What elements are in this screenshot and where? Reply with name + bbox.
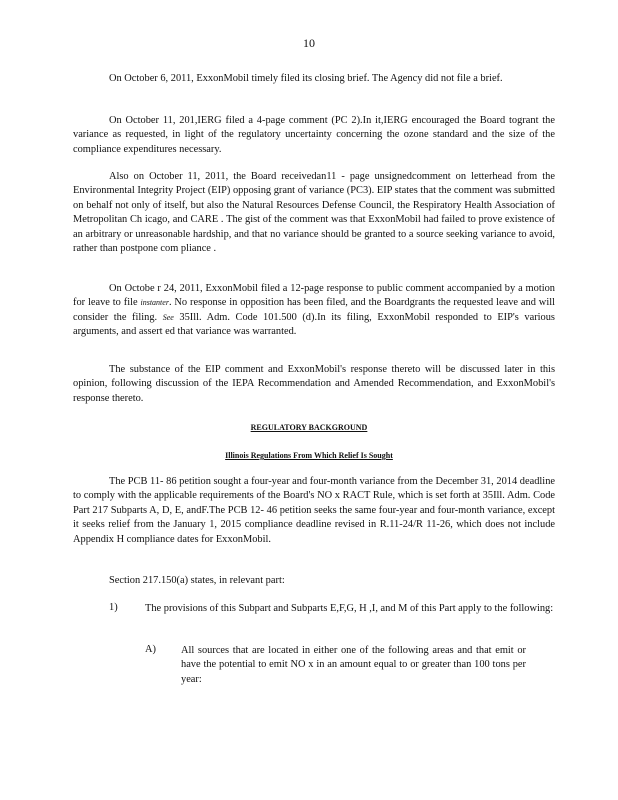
page-number: 10 [303, 36, 315, 50]
paragraph-substance: The substance of the EIP comment and ExxonMobil's response thereto will be discussed later in this opinion, following discussion of the IEPA Recommendation and Amended Recommendation, and ExxonMobil's response thereto. [73, 364, 555, 404]
list-item-1-text: The provisions of this Subpart and Subparts E,F,G, H ,I, and M of this Part apply to the following: [145, 603, 554, 614]
paragraph-pcb-petition: The PCB 11- 86 petition sought a four-year and four-month variance from the December 31, 2014 deadline to comply with the applicable requirements of the Board's NO x RACT Rule, which is set forth at 35Ill. Adm. Code Part 217 Subparts A, D, E, andF.The PCB 12- 46 petition seeks the same four-year and four-month variance, except it seeks relief from the January 1, 2015 compliance deadline revised in R.11-24/R 11-26, which does not include Appendix H compliance dates for ExxonMobil. [73, 476, 555, 545]
section-intro: Section 217.150(a) states, in relevant part: [109, 575, 285, 586]
list-marker-a: A) [145, 644, 156, 655]
response-text-a: On Octobe r 24, 2011, ExxonMobil filed a 12-page response to public comment accompanied by a motion for leave to file [73, 283, 555, 309]
list-marker-1: 1) [109, 602, 118, 613]
instanter-italic: instanter [140, 298, 169, 308]
paragraph-exxon-response [73, 282, 555, 340]
heading-illinois-regulations: Illinois Regulations From Which Relief Is Sought [225, 451, 393, 460]
see-italic: See [162, 312, 174, 322]
paragraph-eip-comment: Also on October 11, 2011, the Board receivedan11 - page unsignedcomment on letterhead from the Environmental Integrity Project (EIP) opposing grant of variance (PC3). EIP states that the comment was submitted on behalf not only of itself, but also the Natural Resources Defense Council, the Respiratory Health Association of Metropolitan Ch icago, and CARE . The gist of the comment was that ExxonMobil had failed to prove existence of an arbitrary or unreasonable hardship, and that no variance should be granted to a source seeking variance to avoid, rather than postpone com pliance . [73, 171, 555, 255]
response-text-b: . No response in opposition has been filed, and the Boardgrants the requested leave and will consider the filing. [73, 297, 555, 323]
list-item-a-text: All sources that are located in either one of the following areas and that emit or have the potential to emit NO x in an amount equal to or greater than 100 tons per year: [181, 645, 526, 685]
response-text-c: 35Ill. Adm. Code 101.500 (d).In its filing, ExxonMobil responded to EIP's various arguments, and assert ed that variance was warranted. [73, 311, 555, 338]
heading-regulatory-background: REGULATORY BACKGROUND [250, 423, 368, 432]
paragraph-ierg-comment: On October 11, 201,IERG filed a 4-page comment (PC 2).In it,IERG encouraged the Board togrant the variance as requested, in light of the regulatory uncertainty concerning the ozone standard and the size of the compliance expenditures necessary. [73, 115, 555, 155]
paragraph-closing-brief: On October 6, 2011, ExxonMobil timely filed its closing brief. The Agency did not file a brief. [109, 73, 503, 84]
